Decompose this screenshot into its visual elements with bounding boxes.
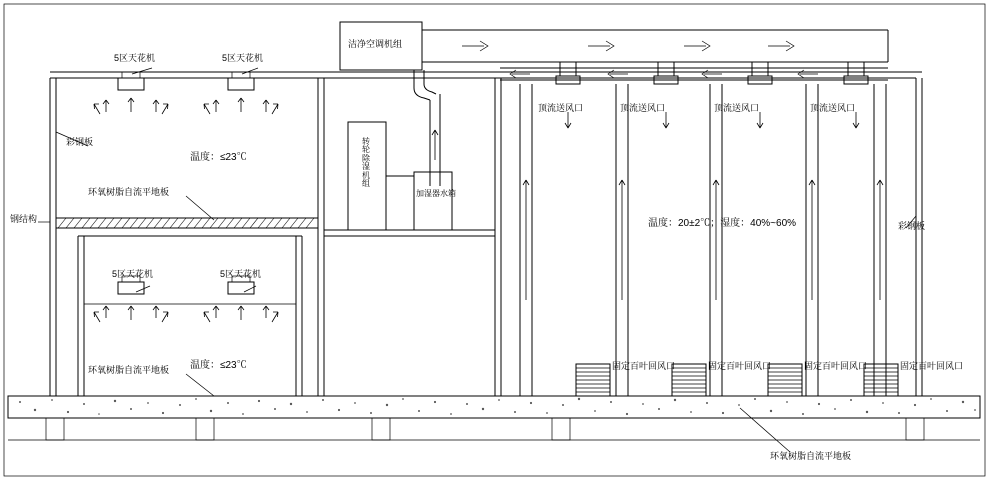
label-ceiling-fan-top-right: 5区天花机 bbox=[222, 53, 264, 63]
label-epoxy-floor-upper: 环氧树脂自流平地板 bbox=[88, 187, 170, 197]
label-color-steel-right: 彩钢板 bbox=[898, 221, 926, 231]
label-humidifier-tank: 加湿器水箱 bbox=[416, 189, 456, 198]
label-dehumidifier: 转轮除湿机组 bbox=[362, 137, 370, 188]
label-ahu: 洁净空调机组 bbox=[348, 39, 403, 49]
label-ceiling-fan-bottom-right: 5区天花机 bbox=[220, 269, 262, 279]
label-supply-vent-1: 顶流送风口 bbox=[538, 103, 584, 113]
label-steel-structure: 钢结构 bbox=[10, 214, 38, 224]
label-epoxy-floor-lower: 环氧树脂自流平地板 bbox=[88, 365, 170, 375]
label-temp-upper: 温度：≤23℃ bbox=[190, 152, 247, 163]
label-ceiling-fan-bottom-left: 5区天花机 bbox=[112, 269, 154, 279]
label-supply-vent-4: 顶流送风口 bbox=[810, 103, 856, 113]
label-supply-vent-2: 顶流送风口 bbox=[620, 103, 666, 113]
label-return-vent-1: 固定百叶回风口 bbox=[612, 361, 676, 371]
label-return-vent-3: 固定百叶回风口 bbox=[804, 361, 868, 371]
label-supply-vent-3: 顶流送风口 bbox=[714, 103, 760, 113]
label-return-vent-2: 固定百叶回风口 bbox=[708, 361, 772, 371]
label-condition-main: 温度：20±2℃；湿度：40%~60% bbox=[648, 218, 797, 229]
label-return-vent-4: 固定百叶回风口 bbox=[900, 361, 964, 371]
label-color-steel-left: 彩钢板 bbox=[66, 137, 94, 147]
label-ceiling-fan-top-left: 5区天花机 bbox=[114, 53, 156, 63]
label-temp-lower: 温度：≤23℃ bbox=[190, 360, 247, 371]
label-epoxy-floor-ground: 环氧树脂自流平地板 bbox=[770, 451, 852, 461]
